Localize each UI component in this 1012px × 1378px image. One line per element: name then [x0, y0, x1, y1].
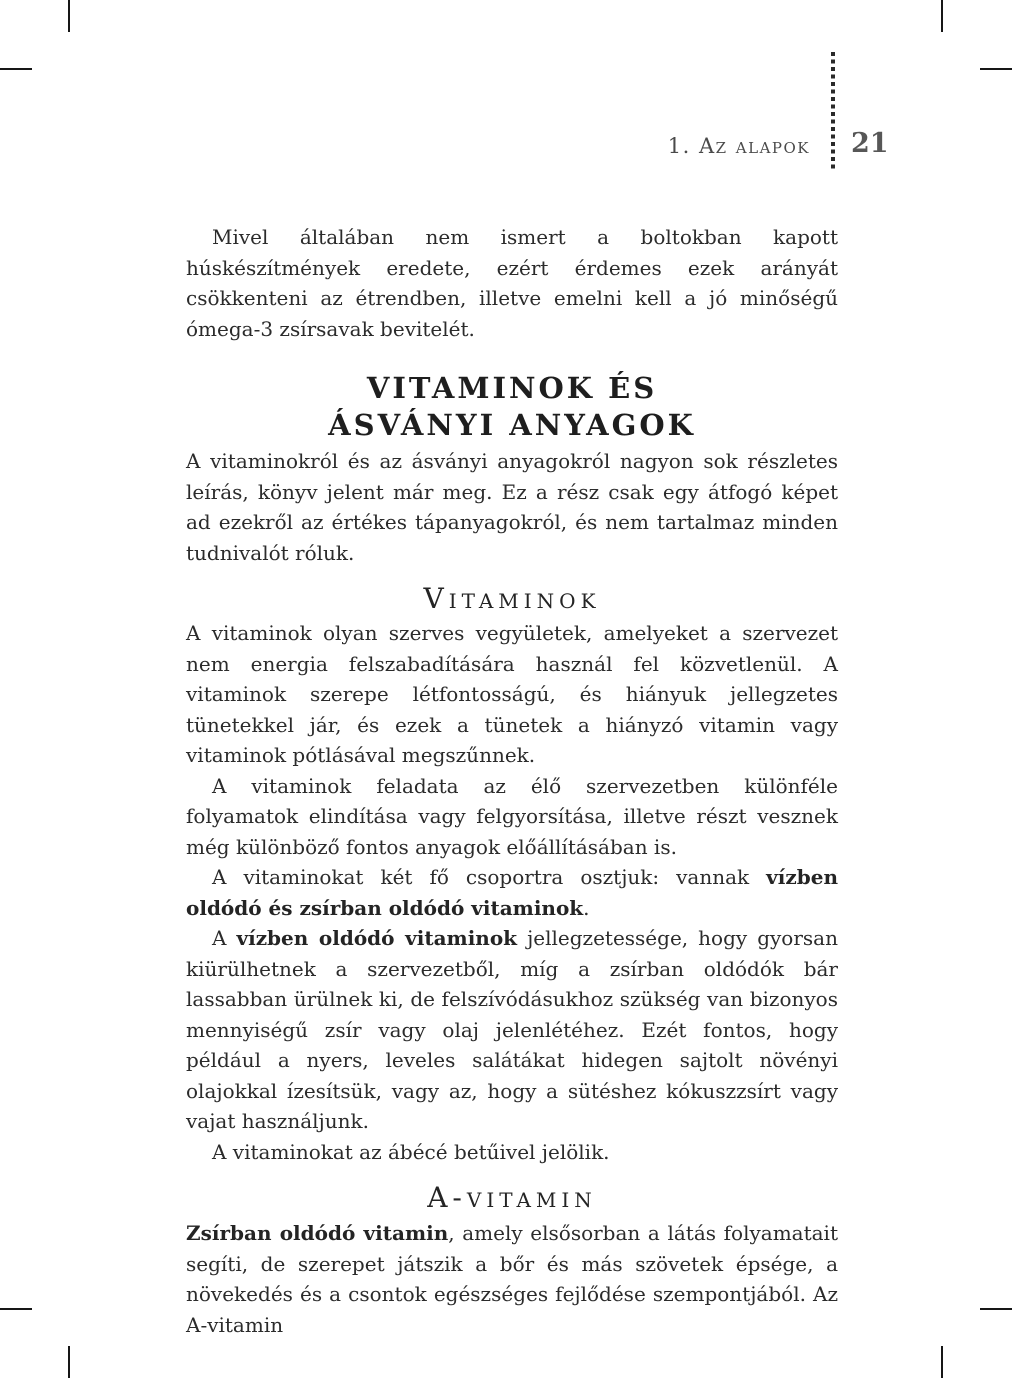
- paragraph-vitamins-letters: A vitaminokat az ábécé betűivel jelölik.: [212, 1139, 610, 1164]
- crop-mark-bottom-left-horizontal: [0, 1308, 32, 1310]
- heading-vitaminok: Vitaminok: [423, 582, 601, 615]
- paragraph-overview: A vitaminokról és az ásványi anyagokról nagyon sok részletes leírás, könyv jelent már meg. Ez a rész csak egy átfogó képet ad ezekről az értékes tápanyagokról, és nem tartalmaz minden tudnivalót róluk.: [186, 449, 838, 565]
- crop-mark-top-left-horizontal: [0, 68, 32, 70]
- paragraph-water-soluble: A vízben oldódó vitaminok jellegzetessége, hogy gyorsan kiürülhetnek a szervezetből, míg a zsírban oldódók bár lassabban ürülnek ki, de felszívódásukhoz szükség van bizonyos mennyiségű zsír vagy olaj jelenlétéhez. Ezét fontos, hogy például a nyers, leveles salátákat hidegen sajtolt növényi olajokkal ízesítsük, vagy az, hogy a sütéshez kókuszzsírt vagy vajat használjunk.: [186, 926, 838, 1133]
- paragraph-vitamins-groups: A vitaminokat két fő csoportra osztjuk: vannak vízben oldódó és zsírban oldódó vitaminok.: [186, 865, 838, 920]
- crop-mark-top-right-horizontal: [980, 68, 1012, 70]
- chapter-section-title: [186, 370, 838, 444]
- page-number: 21: [851, 128, 889, 159]
- paragraph-a-vitamin: Zsírban oldódó vitamin, amely elsősorban a látás folyamatait segíti, de szerepet játszik a bőr és más szövetek épsége, a növekedés és a csontok egészséges fejlődése szempontjából. Az A-vitamin: [186, 1221, 838, 1337]
- section-title-line-1: VITAMINOK ÉS: [366, 371, 658, 405]
- page-text-column: [186, 0, 838, 1340]
- section-title-line-2: ÁSVÁNYI ANYAGOK: [328, 408, 696, 442]
- running-header-chapter-label: 1. Az alapok: [667, 134, 810, 158]
- crop-mark-bottom-right-vertical: [941, 1346, 943, 1378]
- crop-mark-top-right-vertical: [941, 0, 943, 32]
- paragraph-vitamins-definition: A vitaminok olyan szerves vegyületek, amelyeket a szervezet nem energia felszabadítására használ fel közvetlenül. A vitaminok szerepe létfontosságú, és hiányuk jellegzetes tünetekkel jár, és ezek a tünetek a hiányzó vitamin vagy vitaminok pótlásával megszűnnek.: [186, 621, 838, 767]
- crop-mark-bottom-right-horizontal: [980, 1308, 1012, 1310]
- crop-mark-top-left-vertical: [68, 0, 70, 32]
- paragraph-vitamins-role: A vitaminok feladata az élő szervezetben különféle folyamatok elindítása vagy felgyorsítása, illetve részt vesznek még különböző fontos anyagok előállításában is.: [186, 773, 838, 859]
- heading-a-vitamin: A-vitamin: [427, 1181, 597, 1214]
- paragraph-intro: Mivel általában nem ismert a boltokban kapott húskészítmények eredete, ezért érdemes ezek arányát csökkenteni az étrendben, illetve emelni kell a jó minőségű ómega-3 zsírsavak bevitelét.: [186, 225, 838, 341]
- crop-mark-bottom-left-vertical: [68, 1346, 70, 1378]
